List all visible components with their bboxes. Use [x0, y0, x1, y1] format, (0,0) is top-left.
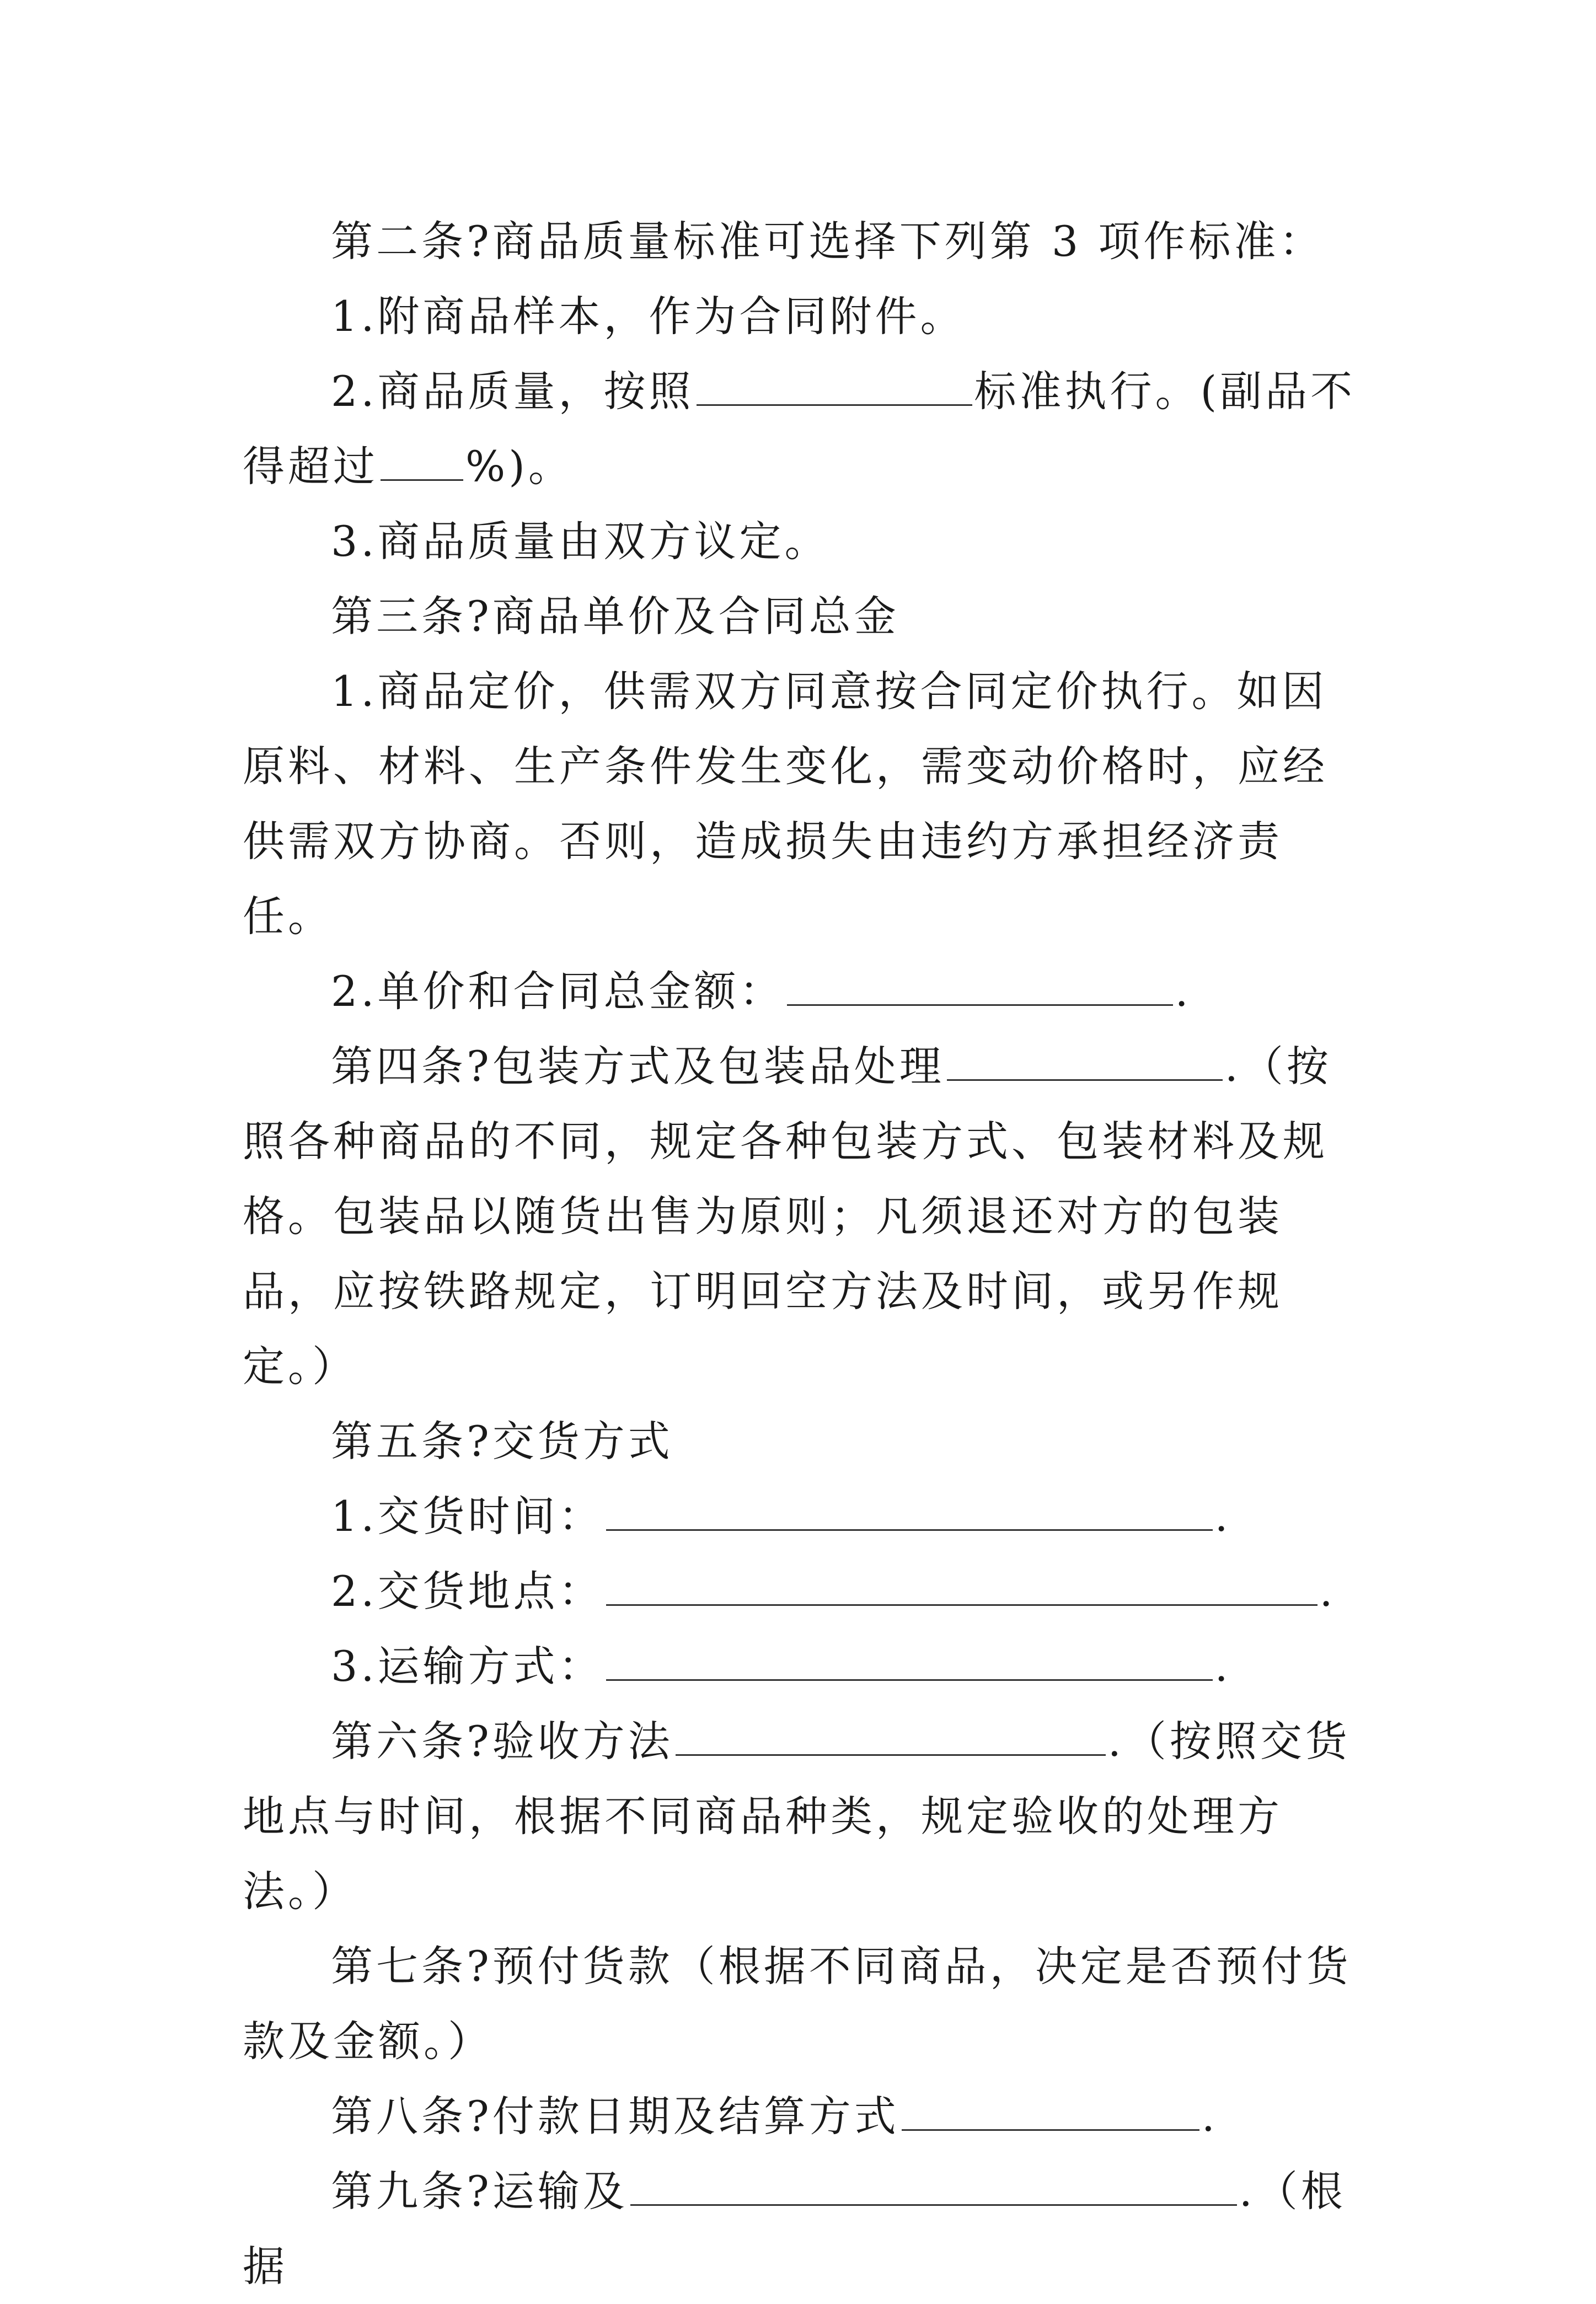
clause-2-item-1	[243, 279, 1362, 354]
defect-percent-blank	[381, 444, 463, 481]
clause-6-text-b: .（按照交货地点与时间，根据不同商品种类，规定验收的处理方法。）	[243, 1717, 1351, 1916]
transport-method-blank	[606, 1644, 1213, 1681]
clause-9-text-b: .（根据	[243, 2167, 1346, 2291]
clause-8-period: .	[1201, 2092, 1218, 2141]
clause-8-text: 第八条?付款日期及结算方式	[331, 2092, 899, 2141]
clause-4-text-a: 第四条?包装方式及包装品处理	[331, 1042, 945, 1091]
delivery-place-period: .	[1319, 1567, 1336, 1616]
clause-2-item-2-text-b: 标准执行。(副品不得超过	[243, 367, 1356, 491]
quality-standard-blank	[697, 369, 972, 406]
clause-6-text-a: 第六条?验收方法	[331, 1717, 673, 1766]
clause-9-text-a: 第九条?运输及	[331, 2167, 628, 2216]
clause-5-item-3	[243, 1629, 1362, 1704]
payment-method-blank	[902, 2094, 1199, 2131]
clause-3-item-1	[243, 654, 1362, 954]
inspection-method-blank	[676, 1719, 1106, 1756]
clause-3-text: 第三条?商品单价及合同总金	[331, 592, 899, 641]
transport-method-label: 3.运输方式：	[331, 1642, 604, 1691]
clause-7-text: 第七条?预付货款（根据不同商品，决定是否预付货款及金额。）	[243, 1942, 1352, 2066]
clause-5-heading	[243, 1404, 1362, 1479]
delivery-time-period: .	[1214, 1492, 1231, 1541]
clause-4	[243, 1029, 1362, 1404]
transport-method-period: .	[1214, 1642, 1231, 1691]
transport-expense-blank	[630, 2169, 1237, 2206]
clause-8	[243, 2079, 1362, 2154]
delivery-time-blank	[606, 1494, 1213, 1531]
clause-3-item-2-text: 2.单价和合同总金额：	[331, 967, 785, 1016]
clause-4-text-b: .（按照各种商品的不同，规定各种包装方式、包装材料及规格。包装品以随货出售为原则；凡须退还对方的包装品，应按铁路规定，订明回空方法及时间，或另作规定。）	[243, 1042, 1332, 1391]
clause-2-item-2-text-a: 2.商品质量，按照	[331, 367, 694, 416]
delivery-place-blank	[606, 1569, 1317, 1606]
clause-2-item-1-text: 1.附商品样本，作为合同附件。	[331, 292, 966, 341]
clause-2-heading	[243, 204, 1362, 279]
delivery-place-label: 2.交货地点：	[331, 1567, 604, 1616]
clause-7	[243, 1929, 1362, 2079]
clause-5-item-2	[243, 1554, 1362, 1629]
document-body	[243, 204, 1362, 2304]
clause-9	[243, 2154, 1362, 2304]
delivery-time-label: 1.交货时间：	[331, 1492, 604, 1541]
clause-5-text: 第五条?交货方式	[331, 1417, 673, 1466]
clause-3-item-2-period: .	[1175, 967, 1192, 1016]
clause-3-item-2	[243, 954, 1362, 1029]
clause-2-item-2	[243, 354, 1362, 504]
clause-2-text: 第二条?商品质量标准可选择下列第 3 项作标准：	[331, 217, 1325, 266]
packaging-blank	[947, 1044, 1223, 1081]
clause-2-item-3-text: 3.商品质量由双方议定。	[331, 517, 830, 566]
clause-3-heading	[243, 579, 1362, 654]
clause-2-item-3	[243, 504, 1362, 579]
clause-2-item-2-text-c: %)。	[465, 442, 574, 491]
clause-5-item-1	[243, 1479, 1362, 1554]
unit-price-total-blank	[787, 969, 1173, 1006]
clause-3-item-1-text: 1.商品定价，供需双方同意按合同定价执行。如因原料、材料、生产条件发生变化，需变动价格时，应经供需双方协商。否则，造成损失由违约方承担经济责任。	[243, 667, 1328, 941]
clause-6	[243, 1704, 1362, 1929]
